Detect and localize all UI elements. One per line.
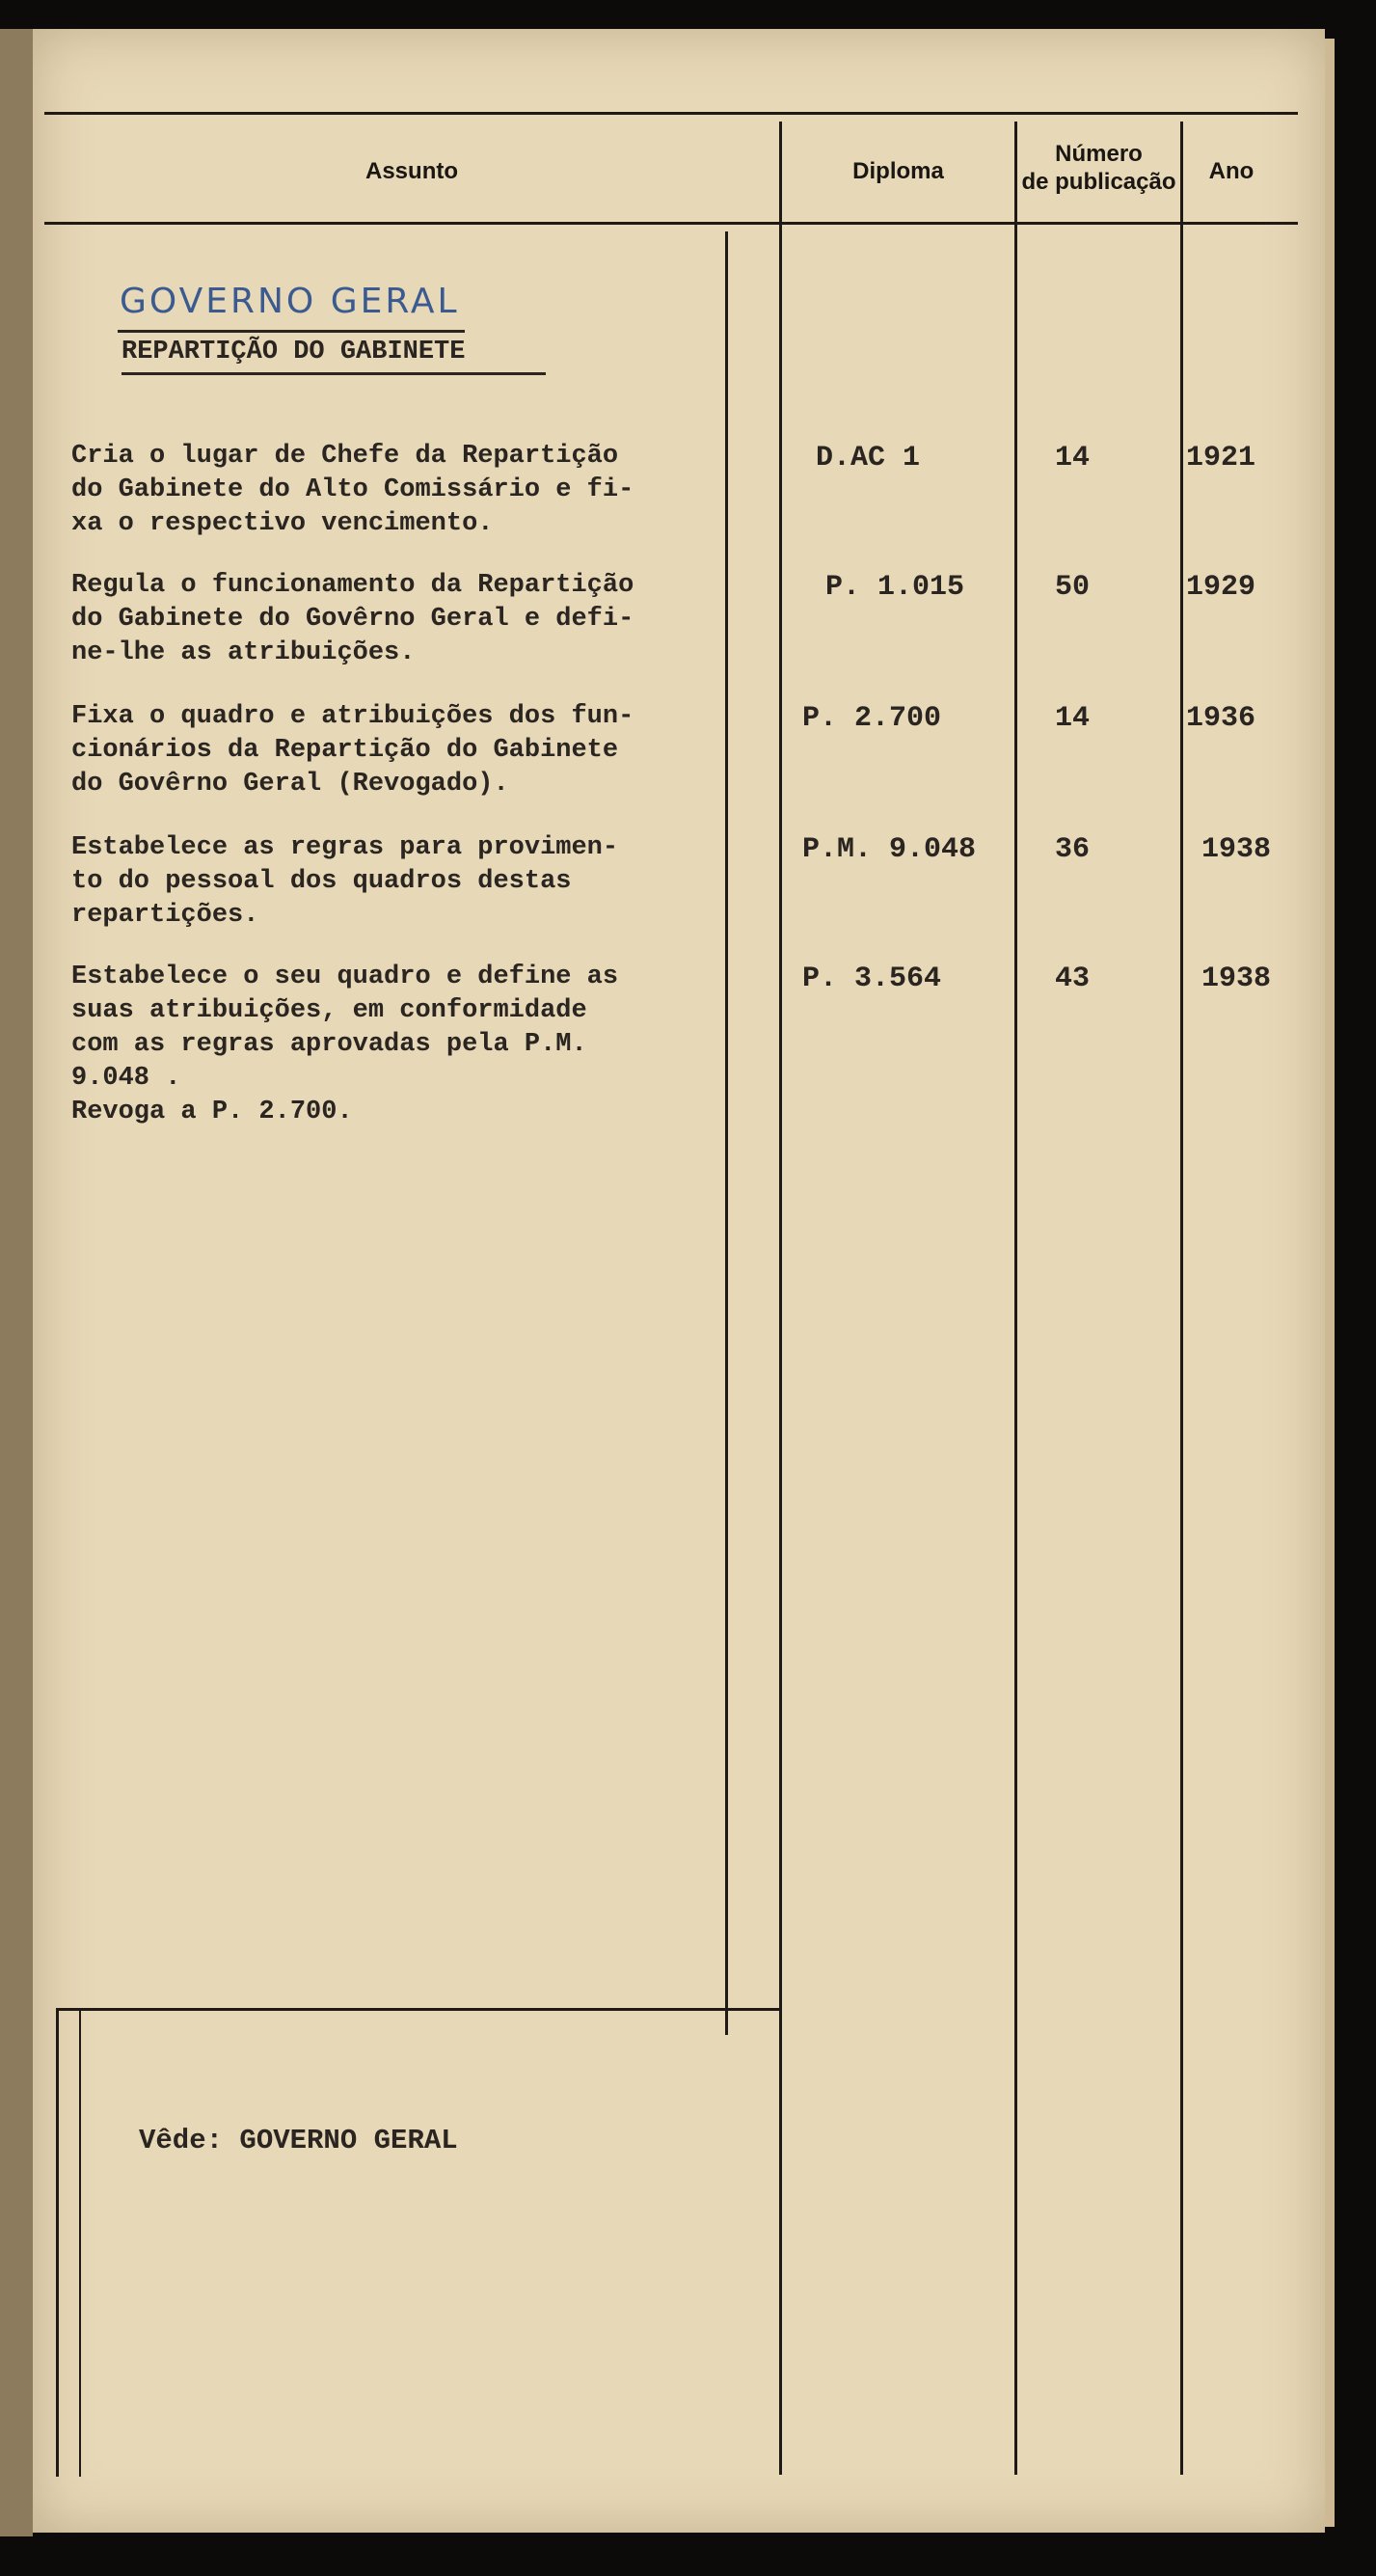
entry-3-assunto: Fixa o quadro e atribuições dos fun- cionários da Repartição do Gabinete do Govêrno Geral (Revogado).: [71, 702, 634, 799]
header-numero-line1: Número: [1055, 141, 1143, 167]
entry-2-assunto: Regula o funcionamento da Repartição do Gabinete do Govêrno Geral e defi- ne-lhe as atribuições.: [71, 571, 634, 667]
entry-3-ano: 1936: [1186, 702, 1256, 735]
entry-5-diploma: P. 3.564: [802, 963, 942, 995]
entry-5-ano: 1938: [1201, 963, 1272, 995]
entry-3-diploma: P. 2.700: [802, 702, 942, 735]
header-numero-line2: de publicação: [1021, 168, 1176, 195]
left-page-edge: [0, 29, 33, 2536]
entry-1-diploma: D.AC 1: [816, 442, 921, 475]
header-assunto: Assunto: [365, 158, 458, 184]
header-diploma: Diploma: [852, 158, 944, 184]
entry-5-numero: 43: [1055, 963, 1091, 995]
entry-3-numero: 14: [1055, 702, 1091, 735]
header-numero: [1017, 141, 1180, 197]
entry-4-ano: 1938: [1201, 833, 1272, 866]
handwritten-underline: [118, 330, 465, 333]
typed-title-underline: [121, 372, 546, 375]
register-page: [33, 29, 1325, 2533]
divider-numero-ano: [1180, 122, 1183, 2475]
divider-diploma-numero: [1014, 122, 1017, 2475]
assunto-inner-margin: [725, 231, 728, 2035]
entry-4-diploma: P.M. 9.048: [802, 833, 977, 866]
entry-2-numero: 50: [1055, 571, 1091, 604]
see-also-reference: Vêde: GOVERNO GERAL: [139, 2125, 458, 2156]
entry-1-ano: 1921: [1186, 442, 1256, 475]
header-bottom-rule: [44, 222, 1298, 225]
lower-box-left: [56, 2008, 59, 2477]
entry-2-ano: 1929: [1186, 571, 1256, 604]
entry-4-numero: 36: [1055, 833, 1091, 866]
entry-1-numero: 14: [1055, 442, 1091, 475]
entry-1-assunto: Cria o lugar de Chefe da Repartição do Gabinete do Alto Comissário e fi- xa o respectivo vencimento.: [71, 442, 634, 538]
handwritten-section-title: GOVERNO GERAL: [120, 282, 460, 321]
typed-section-title: REPARTIÇÃO DO GABINETE: [121, 338, 466, 366]
lower-box-left-inner: [79, 2008, 81, 2477]
entry-4-assunto: Estabelece as regras para provimen- to do pessoal dos quadros destas repartições.: [71, 833, 619, 930]
entry-5-assunto: Estabelece o seu quadro e define as suas atribuições, em conformidade com as regras aprovadas pela P.M. 9.048 . Revoga a P. 2.700.: [71, 963, 619, 1126]
lower-box-rule: [56, 2008, 781, 2011]
top-rule: [44, 112, 1298, 115]
entry-2-diploma: P. 1.015: [825, 571, 965, 604]
divider-assunto-diploma: [779, 122, 782, 2475]
header-ano: Ano: [1208, 158, 1255, 184]
